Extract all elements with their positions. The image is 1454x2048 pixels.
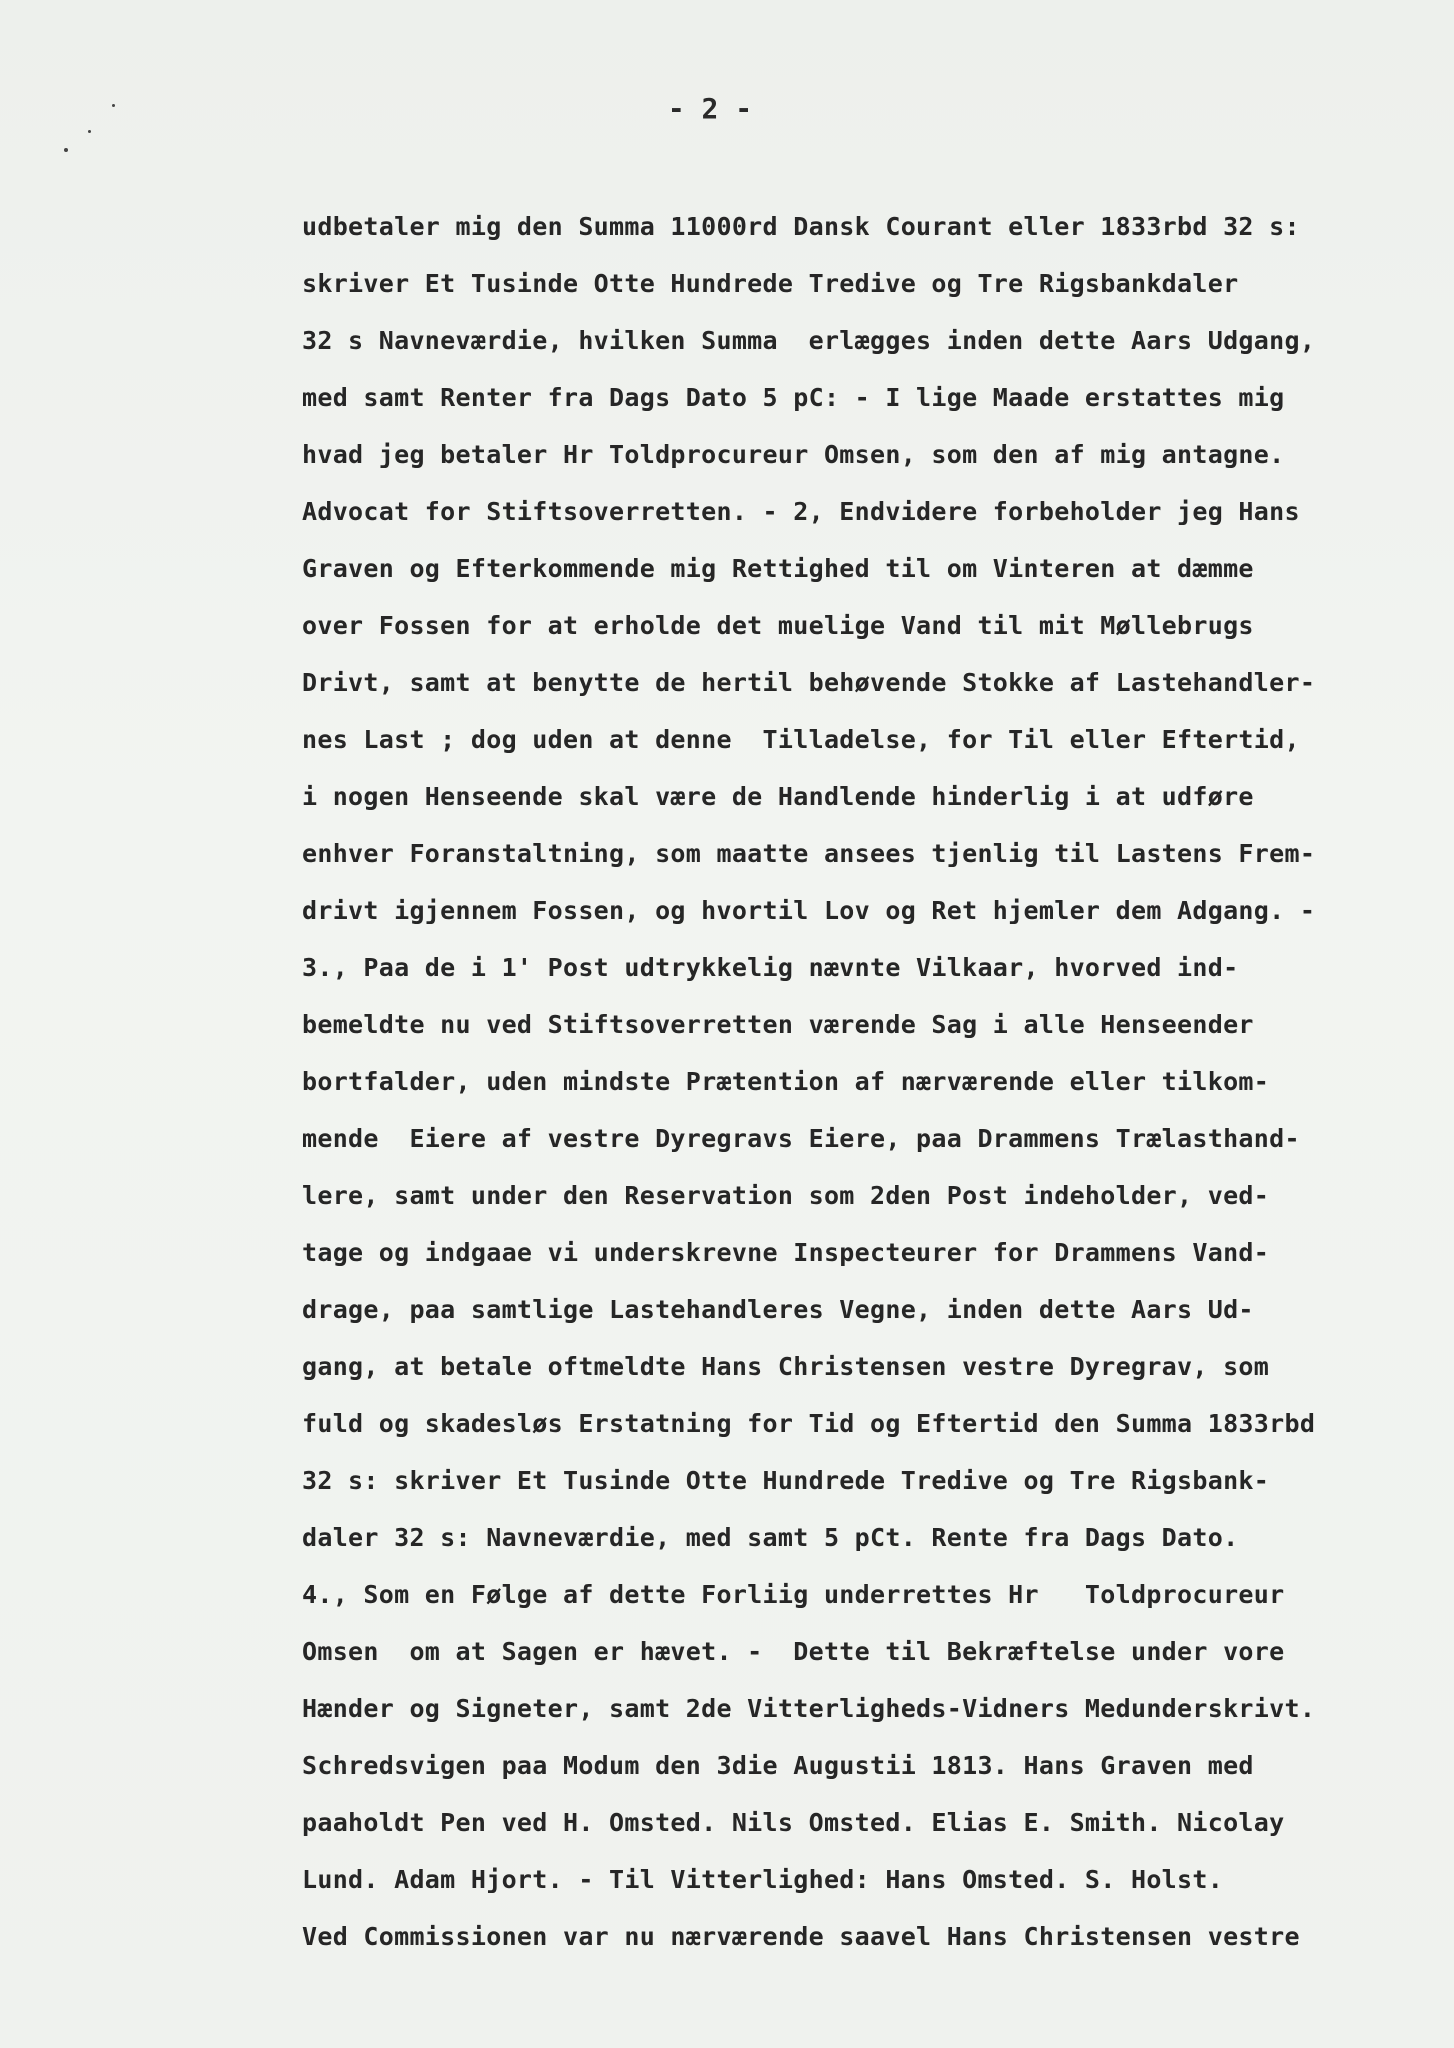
text-line: udbetaler mig den Summa 11000rd Dansk Courant eller 1833rbd 32 s:	[302, 212, 1300, 241]
text-line: Schredsvigen paa Modum den 3die Augustii 1813. Hans Graven med	[302, 1751, 1254, 1780]
text-line: Advocat for Stiftsoverretten. - 2, Endvidere forbeholder jeg Hans	[302, 497, 1300, 526]
text-line: bemeldte nu ved Stiftsoverretten værende Sag i alle Henseender	[302, 1010, 1254, 1039]
text-line: 32 s Navneværdie, hvilken Summa erlægges inden dette Aars Udgang,	[302, 326, 1316, 355]
text-line: 3., Paa de i 1' Post udtrykkelig nævnte Vilkaar, hvorved ind-	[302, 953, 1239, 982]
page-number: - 2 -	[667, 92, 753, 125]
text-line: Graven og Efterkommende mig Rettighed til om Vinteren at dæmme	[302, 554, 1254, 583]
text-line: Lund. Adam Hjort. - Til Vitterlighed: Hans Omsted. S. Holst.	[302, 1865, 1224, 1894]
text-line: bortfalder, uden mindste Prætention af nærværende eller tilkom-	[302, 1067, 1270, 1096]
text-line: fuld og skadesløs Erstatning for Tid og Eftertid den Summa 1833rbd	[302, 1409, 1316, 1438]
text-line: daler 32 s: Navneværdie, med samt 5 pCt. Rente fra Dags Dato.	[302, 1523, 1239, 1552]
text-line: 4., Som en Følge af dette Forliig underrettes Hr Toldprocureur	[302, 1580, 1285, 1609]
text-line: hvad jeg betaler Hr Toldprocureur Omsen, som den af mig antagne.	[302, 440, 1285, 469]
text-line: lere, samt under den Reservation som 2den Post indeholder, ved-	[302, 1181, 1270, 1210]
document-body	[302, 198, 1422, 1965]
text-line: nes Last ; dog uden at denne Tilladelse, for Til eller Eftertid,	[302, 725, 1300, 754]
text-line: Omsen om at Sagen er hævet. - Dette til Bekræftelse under vore	[302, 1637, 1285, 1666]
text-line: Ved Commissionen var nu nærværende saavel Hans Christensen vestre	[302, 1922, 1300, 1951]
text-line: gang, at betale oftmeldte Hans Christensen vestre Dyregrav, som	[302, 1352, 1270, 1381]
scan-speck	[112, 104, 115, 107]
text-line: Drivt, samt at benytte de hertil behøvende Stokke af Lastehandler-	[302, 668, 1316, 697]
text-line: Hænder og Signeter, samt 2de Vitterligheds-Vidners Medunderskrivt.	[302, 1694, 1316, 1723]
text-line: over Fossen for at erholde det muelige Vand til mit Møllebrugs	[302, 611, 1254, 640]
text-line: skriver Et Tusinde Otte Hundrede Tredive og Tre Rigsbankdaler	[302, 269, 1239, 298]
text-line: med samt Renter fra Dags Dato 5 pC: - I lige Maade erstattes mig	[302, 383, 1285, 412]
scan-speck	[64, 148, 68, 152]
text-line: tage og indgaae vi underskrevne Inspecteurer for Drammens Vand-	[302, 1238, 1270, 1267]
scan-speck	[88, 130, 91, 133]
text-line: i nogen Henseende skal være de Handlende hinderlig i at udføre	[302, 782, 1254, 811]
text-line: drage, paa samtlige Lastehandleres Vegne, inden dette Aars Ud-	[302, 1295, 1254, 1324]
text-line: mende Eiere af vestre Dyregravs Eiere, paa Drammens Trælasthand-	[302, 1124, 1300, 1153]
text-line: enhver Foranstaltning, som maatte ansees tjenlig til Lastens Frem-	[302, 839, 1316, 868]
text-line: 32 s: skriver Et Tusinde Otte Hundrede Tredive og Tre Rigsbank-	[302, 1466, 1270, 1495]
text-line: drivt igjennem Fossen, og hvortil Lov og Ret hjemler dem Adgang. -	[302, 896, 1316, 925]
text-line: paaholdt Pen ved H. Omsted. Nils Omsted. Elias E. Smith. Nicolay	[302, 1808, 1285, 1837]
